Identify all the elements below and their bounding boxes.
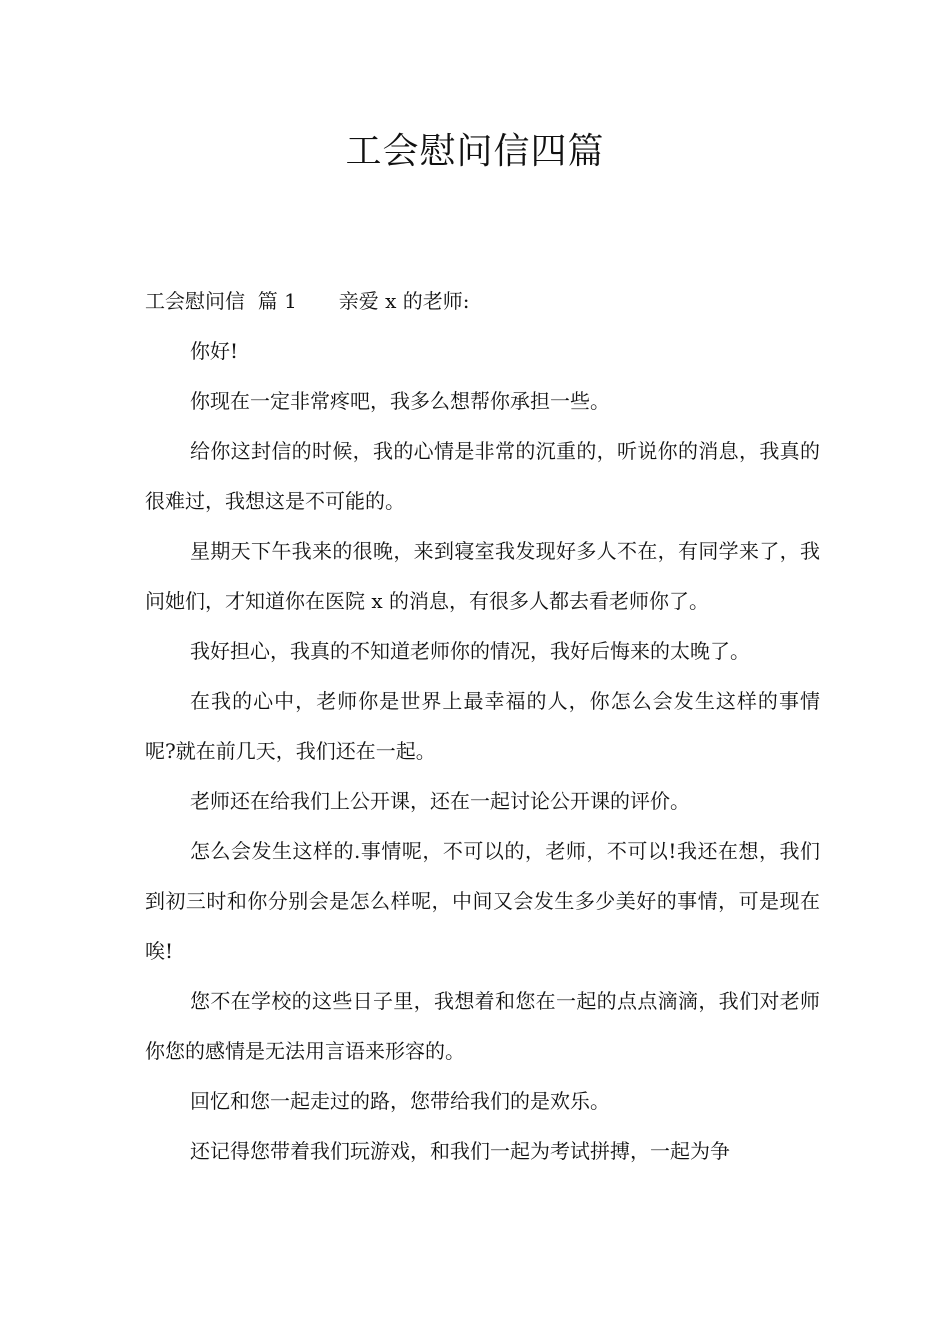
paragraph: 我好担心，我真的不知道老师你的情况，我好后悔来的太晚了。 — [190, 639, 750, 663]
letter-body — [145, 276, 820, 1176]
section-heading: 工会慰问信 篇 1 — [145, 289, 297, 313]
paragraph: 还记得您带着我们玩游戏，和我们一起为考试拼搏，一起为争 — [190, 1139, 730, 1163]
paragraph: 老师还在给我们上公开课，还在一起讨论公开课的评价。 — [190, 789, 690, 813]
paragraph: 您不在学校的这些日子里，我想着和您在一起的点点滴滴，我们对老师你您的感情是无法用言语来形容的。 — [145, 989, 820, 1063]
paragraph: 回忆和您一起走过的路，您带给我们的是欢乐。 — [190, 1089, 610, 1113]
letter-opening-line — [145, 276, 820, 326]
paragraph: 星期天下午我来的很晚，来到寝室我发现好多人不在，有同学来了，我问她们，才知道你在医院 x 的消息，有很多人都去看老师你了。 — [145, 539, 820, 613]
paragraph: 在我的心中，老师你是世界上最幸福的人，你怎么会发生这样的事情呢?就在前几天，我们还在一起。 — [145, 689, 820, 763]
page-title: 工会慰问信四篇 — [345, 131, 605, 172]
paragraph: 怎么会发生这样的.事情呢，不可以的，老师，不可以!我还在想，我们到初三时和你分别会是怎么样呢，中间又会发生多少美好的事情，可是现在唉! — [145, 839, 820, 963]
paragraph: 给你这封信的时候，我的心情是非常的沉重的，听说你的消息，我真的很难过，我想这是不可能的。 — [145, 439, 820, 513]
paragraph: 你现在一定非常疼吧，我多么想帮你承担一些。 — [190, 389, 610, 413]
salutation: 亲爱 x 的老师: — [338, 289, 470, 313]
paragraph: 你好! — [190, 339, 239, 363]
